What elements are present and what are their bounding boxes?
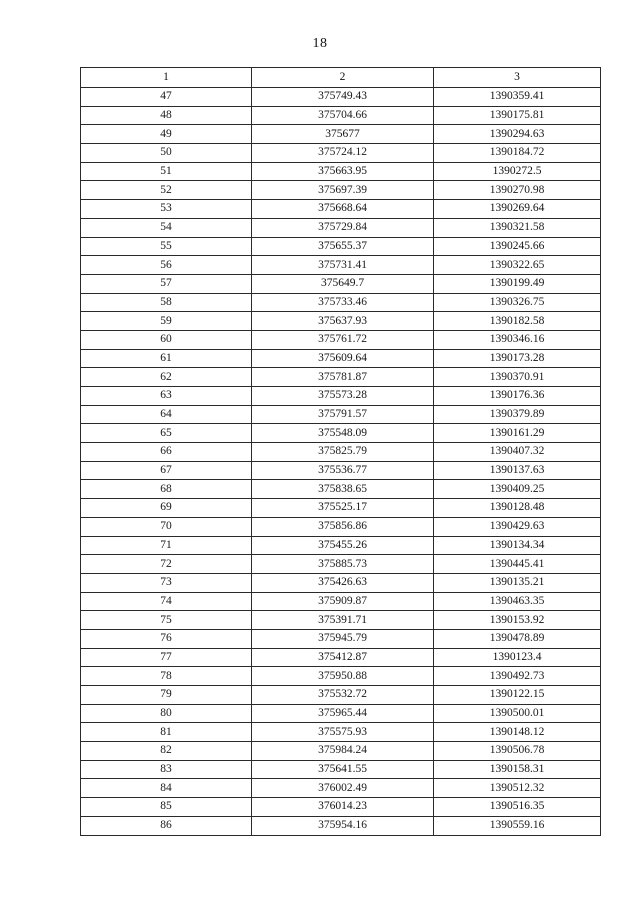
table-row: [81, 274, 601, 293]
x-coordinate-cell: 375532.72: [252, 686, 434, 705]
point-number-cell: 61: [81, 349, 252, 368]
y-coordinate-cell: 1390272.5: [434, 162, 601, 181]
y-coordinate-cell: 1390269.64: [434, 200, 601, 219]
table-row: [81, 405, 601, 424]
point-number-cell: 71: [81, 536, 252, 555]
y-coordinate-cell: 1390245.66: [434, 237, 601, 256]
point-number-cell: 74: [81, 592, 252, 611]
x-coordinate-cell: 375724.12: [252, 144, 434, 163]
x-coordinate-cell: 376002.49: [252, 779, 434, 798]
point-number-cell: 83: [81, 760, 252, 779]
y-coordinate-cell: 1390122.15: [434, 686, 601, 705]
y-coordinate-cell: 1390512.32: [434, 779, 601, 798]
point-number-cell: 84: [81, 779, 252, 798]
point-number-cell: 51: [81, 162, 252, 181]
x-coordinate-cell: 375950.88: [252, 667, 434, 686]
point-number-cell: 58: [81, 293, 252, 312]
x-coordinate-cell: 375945.79: [252, 629, 434, 648]
x-coordinate-cell: 376014.23: [252, 798, 434, 817]
table-row: [81, 779, 601, 798]
point-number-cell: 67: [81, 461, 252, 480]
table-body: [81, 88, 601, 836]
point-number-cell: 75: [81, 611, 252, 630]
table-row: [81, 686, 601, 705]
table-row: [81, 704, 601, 723]
table-row: [81, 106, 601, 125]
table-row: [81, 816, 601, 835]
y-coordinate-cell: 1390148.12: [434, 723, 601, 742]
y-coordinate-cell: 1390173.28: [434, 349, 601, 368]
point-number-cell: 65: [81, 424, 252, 443]
y-coordinate-cell: 1390463.35: [434, 592, 601, 611]
y-coordinate-cell: 1390346.16: [434, 330, 601, 349]
x-coordinate-cell: 375637.93: [252, 312, 434, 331]
point-number-cell: 48: [81, 106, 252, 125]
page-number: 18: [312, 36, 328, 51]
y-coordinate-cell: 1390559.16: [434, 816, 601, 835]
y-coordinate-cell: 1390322.65: [434, 256, 601, 275]
y-coordinate-cell: 1390135.21: [434, 573, 601, 592]
y-coordinate-cell: 1390407.32: [434, 443, 601, 462]
y-coordinate-cell: 1390492.73: [434, 667, 601, 686]
table-row: [81, 368, 601, 387]
table-row: [81, 648, 601, 667]
point-number-cell: 69: [81, 499, 252, 518]
y-coordinate-cell: 1390123.4: [434, 648, 601, 667]
y-coordinate-cell: 1390153.92: [434, 611, 601, 630]
x-coordinate-cell: 375677: [252, 125, 434, 144]
x-coordinate-cell: 375791.57: [252, 405, 434, 424]
y-coordinate-cell: 1390379.89: [434, 405, 601, 424]
point-number-cell: 62: [81, 368, 252, 387]
x-coordinate-cell: 375641.55: [252, 760, 434, 779]
table-row: [81, 536, 601, 555]
x-coordinate-cell: 375609.64: [252, 349, 434, 368]
point-number-cell: 81: [81, 723, 252, 742]
point-number-cell: 70: [81, 517, 252, 536]
point-number-cell: 85: [81, 798, 252, 817]
x-coordinate-cell: 375749.43: [252, 88, 434, 107]
x-coordinate-cell: 375838.65: [252, 480, 434, 499]
table-header-row: [81, 68, 601, 88]
x-coordinate-cell: 375781.87: [252, 368, 434, 387]
table-row: [81, 629, 601, 648]
column-header-2: 2: [252, 68, 434, 88]
table-row: [81, 349, 601, 368]
x-coordinate-cell: 375536.77: [252, 461, 434, 480]
table-row: [81, 125, 601, 144]
x-coordinate-cell: 375731.41: [252, 256, 434, 275]
y-coordinate-cell: 1390321.58: [434, 218, 601, 237]
table-row: [81, 218, 601, 237]
point-number-cell: 86: [81, 816, 252, 835]
point-number-cell: 73: [81, 573, 252, 592]
point-number-cell: 72: [81, 555, 252, 574]
x-coordinate-cell: 375761.72: [252, 330, 434, 349]
y-coordinate-cell: 1390429.63: [434, 517, 601, 536]
y-coordinate-cell: 1390182.58: [434, 312, 601, 331]
x-coordinate-cell: 375391.71: [252, 611, 434, 630]
y-coordinate-cell: 1390270.98: [434, 181, 601, 200]
coordinates-table: [80, 67, 601, 836]
x-coordinate-cell: 375984.24: [252, 742, 434, 761]
y-coordinate-cell: 1390184.72: [434, 144, 601, 163]
x-coordinate-cell: 375525.17: [252, 499, 434, 518]
y-coordinate-cell: 1390158.31: [434, 760, 601, 779]
y-coordinate-cell: 1390445.41: [434, 555, 601, 574]
x-coordinate-cell: 375575.93: [252, 723, 434, 742]
y-coordinate-cell: 1390500.01: [434, 704, 601, 723]
point-number-cell: 66: [81, 443, 252, 462]
table-row: [81, 237, 601, 256]
x-coordinate-cell: 375733.46: [252, 293, 434, 312]
table-row: [81, 798, 601, 817]
x-coordinate-cell: 375704.66: [252, 106, 434, 125]
x-coordinate-cell: 375729.84: [252, 218, 434, 237]
table-row: [81, 555, 601, 574]
table-row: [81, 144, 601, 163]
x-coordinate-cell: 375455.26: [252, 536, 434, 555]
x-coordinate-cell: 375573.28: [252, 387, 434, 406]
point-number-cell: 63: [81, 387, 252, 406]
column-header-1: 1: [81, 68, 252, 88]
table-row: [81, 162, 601, 181]
table-row: [81, 424, 601, 443]
x-coordinate-cell: 375426.63: [252, 573, 434, 592]
point-number-cell: 68: [81, 480, 252, 499]
table-row: [81, 293, 601, 312]
table-row: [81, 760, 601, 779]
x-coordinate-cell: 375909.87: [252, 592, 434, 611]
table-row: [81, 611, 601, 630]
point-number-cell: 78: [81, 667, 252, 686]
x-coordinate-cell: 375697.39: [252, 181, 434, 200]
table-row: [81, 387, 601, 406]
y-coordinate-cell: 1390137.63: [434, 461, 601, 480]
y-coordinate-cell: 1390359.41: [434, 88, 601, 107]
point-number-cell: 47: [81, 88, 252, 107]
table-row: [81, 517, 601, 536]
table-row: [81, 667, 601, 686]
y-coordinate-cell: 1390370.91: [434, 368, 601, 387]
x-coordinate-cell: 375954.16: [252, 816, 434, 835]
point-number-cell: 60: [81, 330, 252, 349]
point-number-cell: 52: [81, 181, 252, 200]
coordinates-table-container: [80, 67, 600, 836]
y-coordinate-cell: 1390175.81: [434, 106, 601, 125]
y-coordinate-cell: 1390409.25: [434, 480, 601, 499]
x-coordinate-cell: 375825.79: [252, 443, 434, 462]
x-coordinate-cell: 375548.09: [252, 424, 434, 443]
y-coordinate-cell: 1390161.29: [434, 424, 601, 443]
point-number-cell: 49: [81, 125, 252, 144]
point-number-cell: 55: [81, 237, 252, 256]
x-coordinate-cell: 375649.7: [252, 274, 434, 293]
point-number-cell: 76: [81, 629, 252, 648]
x-coordinate-cell: 375663.95: [252, 162, 434, 181]
table-row: [81, 312, 601, 331]
y-coordinate-cell: 1390478.89: [434, 629, 601, 648]
table-row: [81, 330, 601, 349]
table-row: [81, 723, 601, 742]
table-row: [81, 480, 601, 499]
y-coordinate-cell: 1390199.49: [434, 274, 601, 293]
point-number-cell: 64: [81, 405, 252, 424]
x-coordinate-cell: 375668.64: [252, 200, 434, 219]
point-number-cell: 80: [81, 704, 252, 723]
y-coordinate-cell: 1390134.34: [434, 536, 601, 555]
y-coordinate-cell: 1390326.75: [434, 293, 601, 312]
table-row: [81, 443, 601, 462]
table-row: [81, 181, 601, 200]
point-number-cell: 82: [81, 742, 252, 761]
point-number-cell: 54: [81, 218, 252, 237]
x-coordinate-cell: 375965.44: [252, 704, 434, 723]
y-coordinate-cell: 1390294.63: [434, 125, 601, 144]
table-row: [81, 88, 601, 107]
point-number-cell: 59: [81, 312, 252, 331]
point-number-cell: 57: [81, 274, 252, 293]
column-header-3: 3: [434, 68, 601, 88]
x-coordinate-cell: 375885.73: [252, 555, 434, 574]
point-number-cell: 56: [81, 256, 252, 275]
x-coordinate-cell: 375412.87: [252, 648, 434, 667]
y-coordinate-cell: 1390176.36: [434, 387, 601, 406]
point-number-cell: 77: [81, 648, 252, 667]
table-row: [81, 499, 601, 518]
point-number-cell: 79: [81, 686, 252, 705]
table-row: [81, 742, 601, 761]
y-coordinate-cell: 1390506.78: [434, 742, 601, 761]
table-row: [81, 592, 601, 611]
point-number-cell: 50: [81, 144, 252, 163]
x-coordinate-cell: 375856.86: [252, 517, 434, 536]
table-row: [81, 461, 601, 480]
y-coordinate-cell: 1390516.35: [434, 798, 601, 817]
x-coordinate-cell: 375655.37: [252, 237, 434, 256]
point-number-cell: 53: [81, 200, 252, 219]
table-row: [81, 256, 601, 275]
table-row: [81, 200, 601, 219]
table-row: [81, 573, 601, 592]
y-coordinate-cell: 1390128.48: [434, 499, 601, 518]
